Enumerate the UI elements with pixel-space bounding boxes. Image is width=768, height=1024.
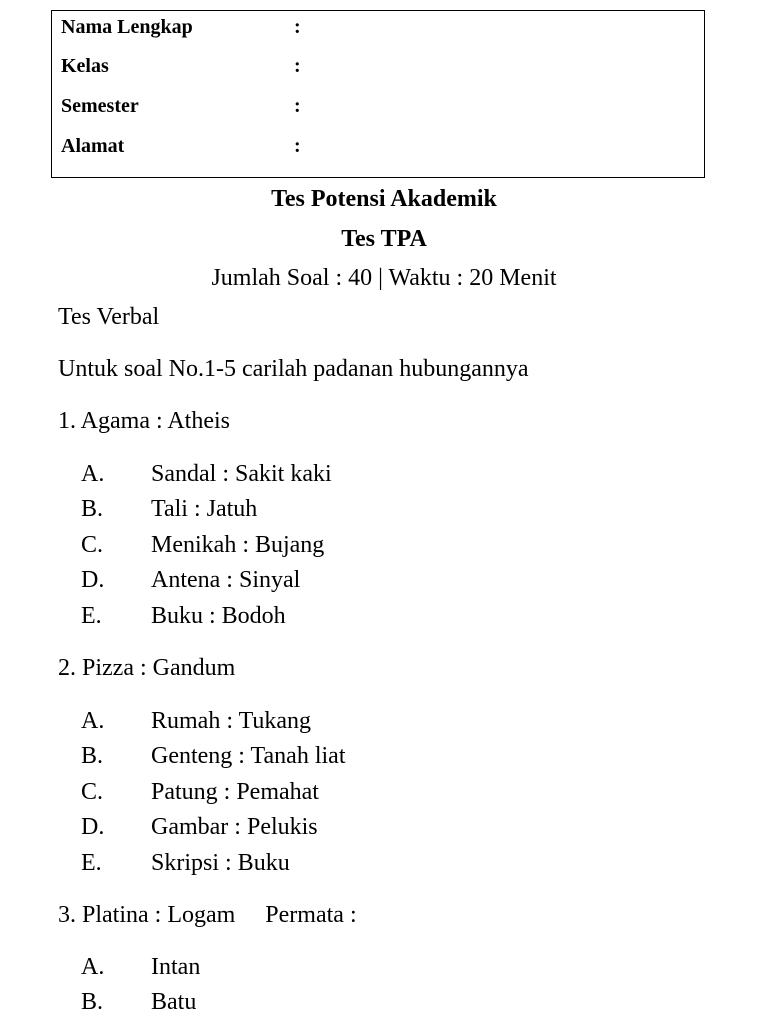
student-identity-box [51,10,705,178]
option-letter: C. [81,532,104,558]
identity-label: Kelas [61,55,109,77]
page-title: Tes Potensi Akademik [271,186,497,212]
option-letter: A. [81,954,105,980]
option-text: Intan [151,954,201,980]
option-letter: A. [81,461,105,487]
option-letter: E. [81,850,102,876]
option-letter: D. [81,814,105,840]
option-letter: B. [81,496,104,522]
identity-colon: : [294,95,301,117]
option-text: Batu [151,989,197,1015]
option-text: Skripsi : Buku [151,850,290,876]
question-prompt: 3. Platina : Logam Permata : [58,902,357,928]
identity-colon: : [294,135,301,157]
option-letter: C. [81,779,104,805]
option-letter: D. [81,567,105,593]
test-meta: Jumlah Soal : 40 | Waktu : 20 Menit [211,265,557,291]
identity-label: Alamat [61,135,125,157]
option-text: Antena : Sinyal [151,567,301,593]
option-text: Patung : Pemahat [151,779,319,805]
option-text: Gambar : Pelukis [151,814,318,840]
identity-colon: : [294,55,301,77]
option-letter: E. [81,603,102,629]
identity-label: Semester [61,95,139,117]
identity-colon: : [294,16,301,38]
option-text: Menikah : Bujang [151,532,325,558]
option-letter: A. [81,708,105,734]
option-text: Rumah : Tukang [151,708,312,734]
section-name: Tes Verbal [58,304,160,330]
option-letter: B. [81,743,104,769]
section-instruction: Untuk soal No.1-5 carilah padanan hubungannya [58,356,529,382]
question-prompt: 2. Pizza : Gandum [58,655,236,681]
question-prompt: 1. Agama : Atheis [58,408,230,434]
page-subtitle: Tes TPA [341,226,427,252]
option-text: Sandal : Sakit kaki [151,461,332,487]
option-letter: B. [81,989,104,1015]
option-text: Genteng : Tanah liat [151,743,346,769]
option-text: Buku : Bodoh [151,603,286,629]
identity-label: Nama Lengkap [61,16,193,38]
option-text: Tali : Jatuh [151,496,258,522]
